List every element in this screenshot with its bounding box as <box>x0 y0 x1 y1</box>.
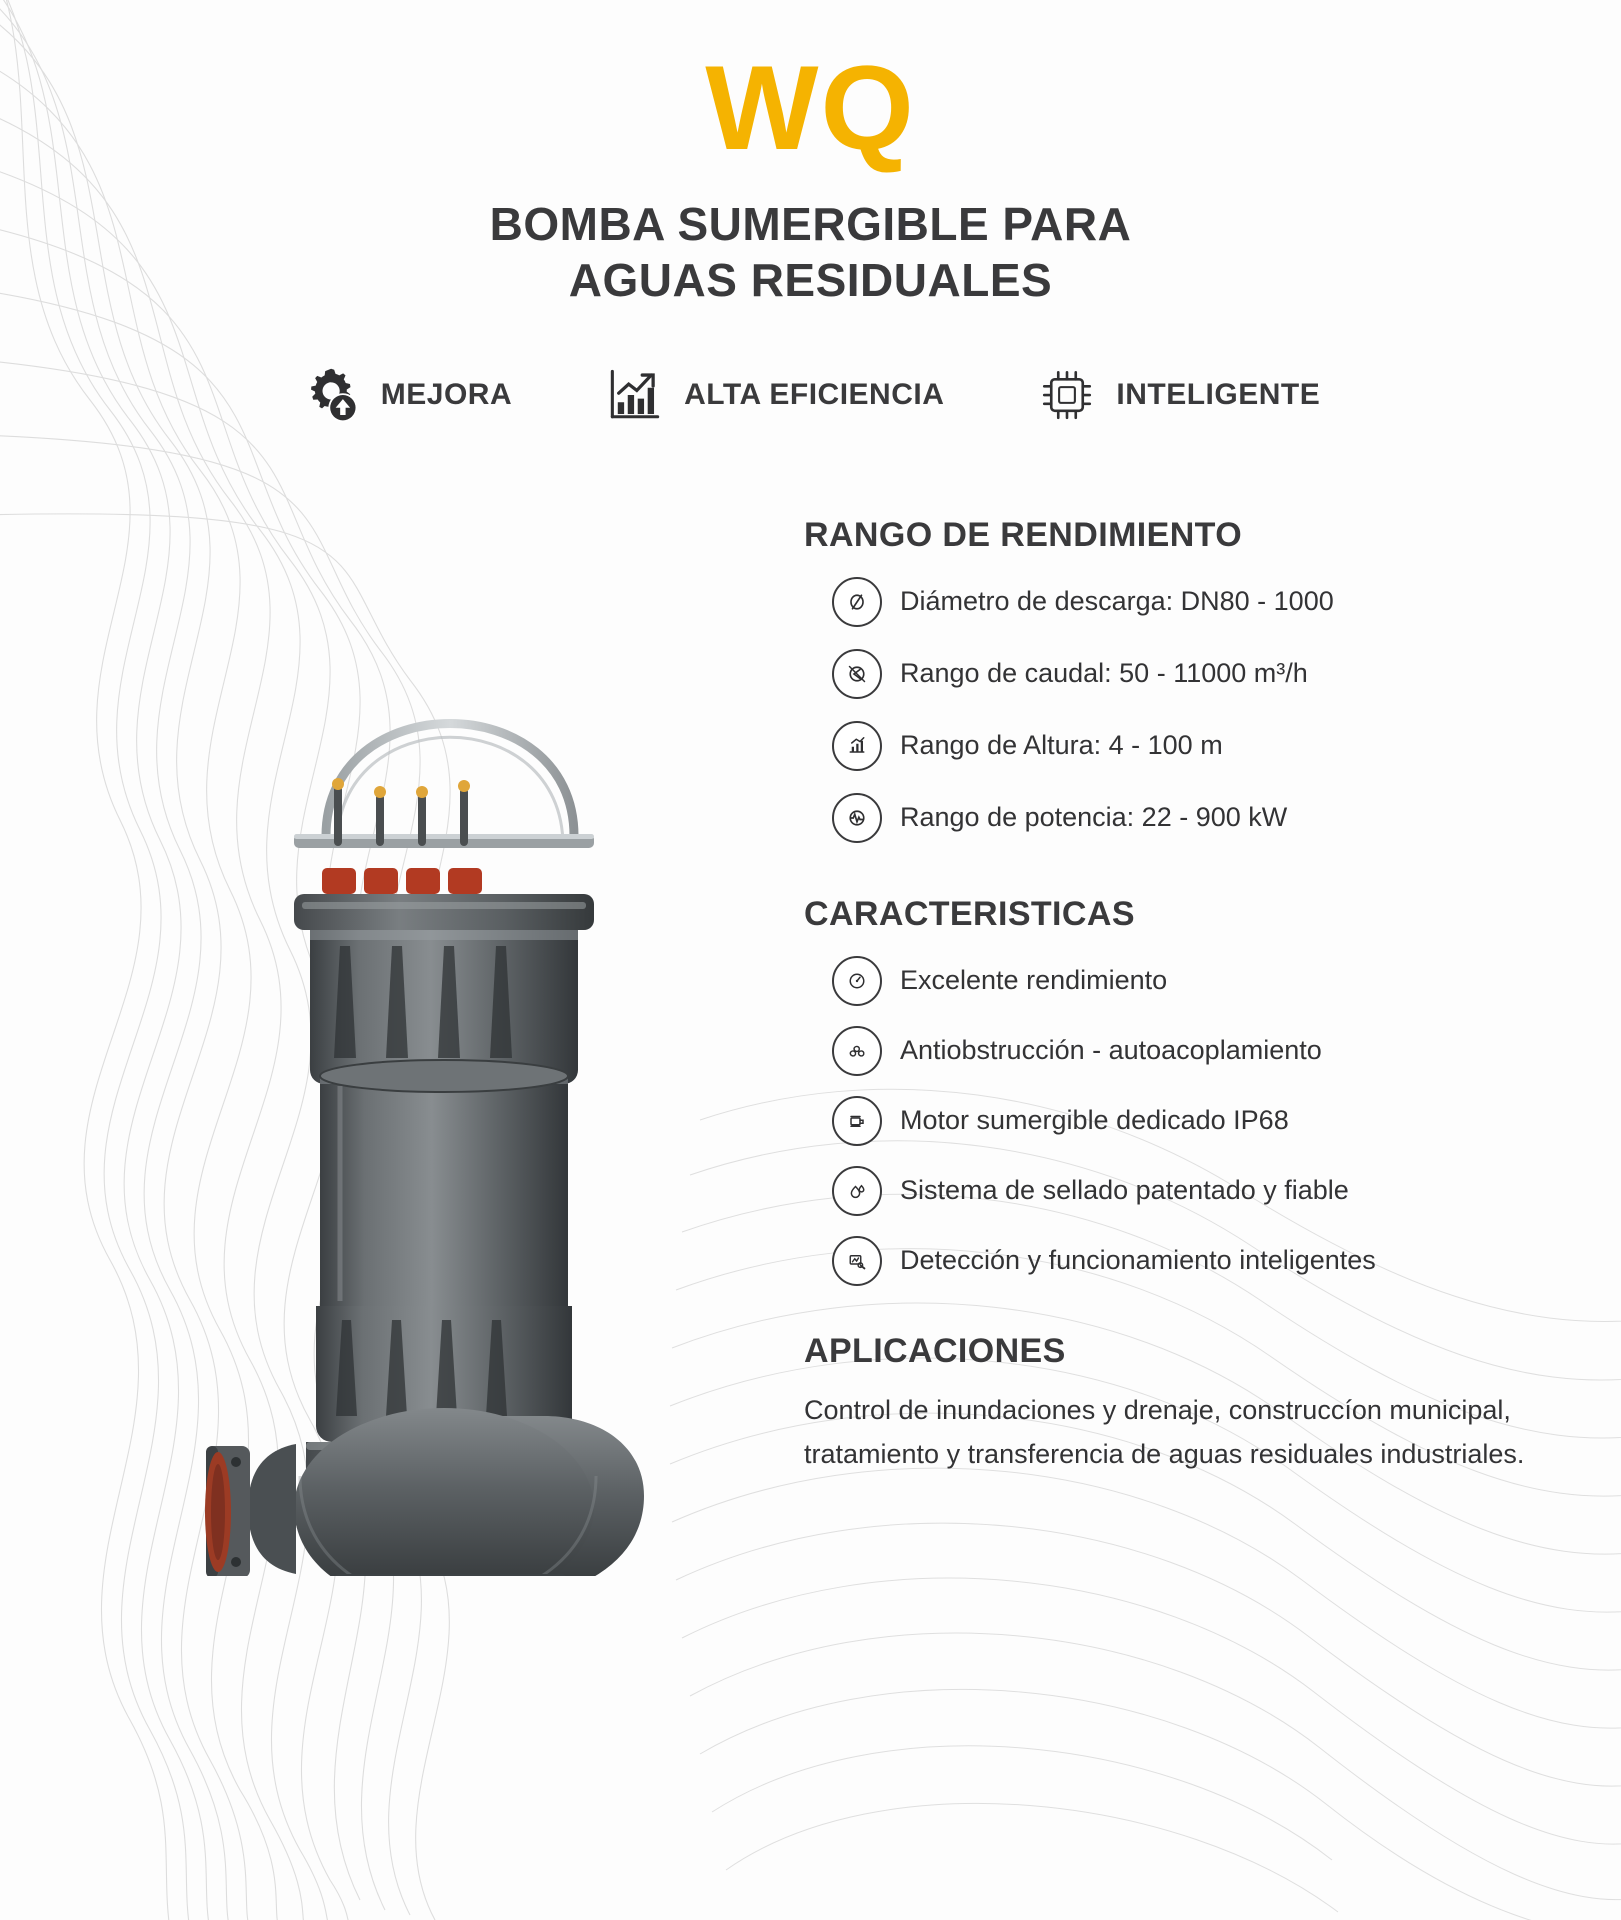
list-item-label: Excelente rendimiento <box>900 965 1168 996</box>
smart-monitor-icon <box>832 1236 882 1286</box>
list-item <box>832 1236 1585 1286</box>
bar-chart-arrow-icon <box>604 364 666 426</box>
list-item-label: Rango de Altura: 4 - 100 m <box>900 730 1223 761</box>
flow-icon <box>832 649 882 699</box>
list-item <box>832 1166 1585 1216</box>
badge-mejora <box>301 364 512 426</box>
submersible-pump-illustration <box>144 516 764 1576</box>
gauge-icon <box>832 956 882 1006</box>
features-list <box>804 956 1585 1286</box>
badge-label: MEJORA <box>380 378 513 412</box>
subtitle-line-2: AGUAS RESIDUALES <box>568 254 1053 307</box>
badge-inteligente <box>1036 364 1320 426</box>
list-item-label: Rango de potencia: 22 - 900 kW <box>900 802 1288 833</box>
applications-section-title: APLICACIONES <box>804 1332 1066 1371</box>
brand-title: WQ <box>705 41 916 175</box>
features-section-title: CARACTERISTICAS <box>804 895 1135 934</box>
list-item <box>832 1026 1585 1076</box>
head-chart-icon <box>832 721 882 771</box>
list-item <box>832 1096 1585 1146</box>
poster-header <box>0 0 1621 308</box>
gear-upgrade-icon <box>301 364 363 426</box>
list-item-label: Rango de caudal: 50 - 11000 m³/h <box>900 658 1308 689</box>
badge-label: ALTA EFICIENCIA <box>684 378 945 412</box>
list-item-label: Sistema de sellado patentado y fiable <box>900 1175 1349 1206</box>
list-item <box>832 956 1585 1006</box>
list-item <box>832 577 1585 627</box>
list-item-label: Motor sumergible dedicado IP68 <box>900 1105 1289 1136</box>
specifications-column <box>804 496 1585 1476</box>
subtitle-line-1: BOMBA SUMERGIBLE PARA <box>489 198 1132 250</box>
feature-badges <box>0 364 1621 426</box>
page-subtitle <box>0 196 1621 308</box>
anti-clog-icon <box>832 1026 882 1076</box>
list-item <box>832 721 1585 771</box>
poster-body <box>0 496 1621 1476</box>
performance-list <box>804 577 1585 843</box>
power-wave-icon <box>832 793 882 843</box>
badge-label: INTELIGENTE <box>1116 378 1321 412</box>
badge-alta-eficiencia <box>604 364 944 426</box>
list-item <box>832 649 1585 699</box>
list-item-label: Antiobstrucción - autoacoplamiento <box>900 1035 1322 1066</box>
list-item-label: Diámetro de descarga: DN80 - 1000 <box>900 586 1334 617</box>
microchip-icon <box>1036 364 1098 426</box>
applications-text: Control de inundaciones y drenaje, construccíon municipal, tratamiento y transferencia de aguas residuales industriales. <box>804 1395 1525 1469</box>
list-item-label: Detección y funcionamiento inteligentes <box>900 1245 1376 1276</box>
list-item <box>832 793 1585 843</box>
diameter-icon <box>832 577 882 627</box>
seal-drop-icon <box>832 1166 882 1216</box>
performance-section-title: RANGO DE RENDIMIENTO <box>804 516 1243 555</box>
motor-icon <box>832 1096 882 1146</box>
product-image-column <box>24 496 804 1476</box>
